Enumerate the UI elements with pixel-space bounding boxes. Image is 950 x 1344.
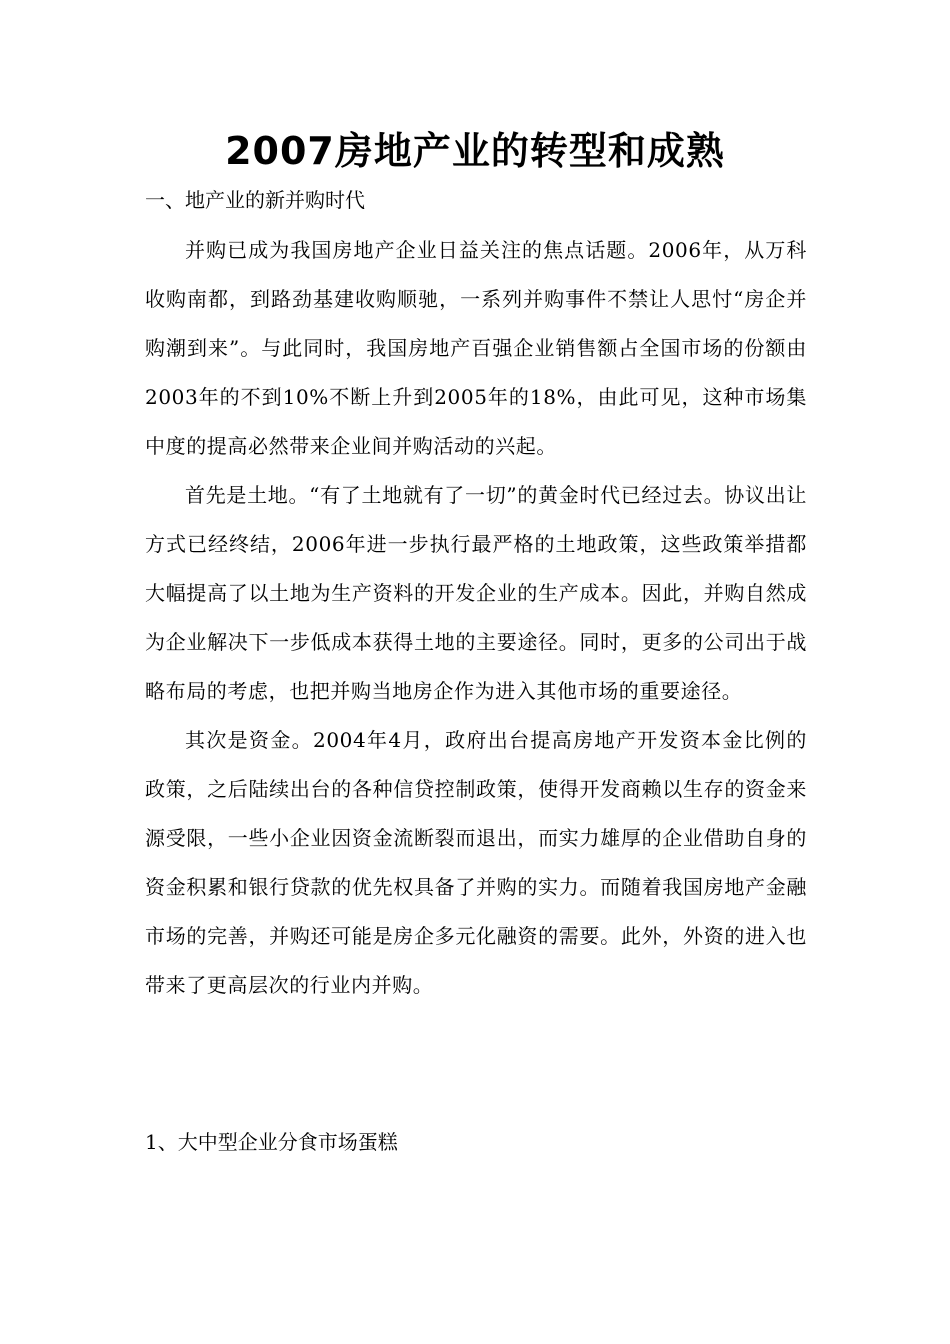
paragraph-land: 首先是土地。“有了土地就有了一切”的黄金时代已经过去。协议出让方式已经终结，2006年进一步执行最严格的土地政策，这些政策举措都大幅提高了以土地为生产资料的开发企业的生产成本。因此，并购自然成为企业解决下一步低成本获得土地的主要途径。同时，更多的公司出于战略布局的考虑，也把并购当地房企作为进入其他市场的重要途径。 (145, 483, 807, 703)
paragraph-merger-focus: 并购已成为我国房地产企业日益关注的焦点话题。2006年，从万科收购南都，到路劲基建收购顺驰，一系列并购事件不禁让人思忖“房企并购潮到来”。与此同时，我国房地产百强企业销售额占全国市场的份额由2003年的不到10%不断上升到2005年的18%，由此可见，这种市场集中度的提高必然带来企业间并购活动的兴起。 (145, 238, 807, 458)
body-text (145, 226, 807, 1010)
document-title: 2007房地产业的转型和成熟 (225, 129, 725, 173)
subheading: 1、大中型企业分食市场蛋糕 (145, 1130, 398, 1154)
paragraph-capital: 其次是资金。2004年4月，政府出台提高房地产开发资本金比例的政策，之后陆续出台的各种信贷控制政策，使得开发商赖以生存的资金来源受限，一些小企业因资金流断裂而退出，而实力雄厚的企业借助自身的资金积累和银行贷款的优先权具备了并购的实力。而随着我国房地产金融市场的完善，并购还可能是房企多元化融资的需要。此外，外资的进入也带来了更高层次的行业内并购。 (145, 728, 807, 997)
section-heading: 一、地产业的新并购时代 (145, 188, 365, 212)
